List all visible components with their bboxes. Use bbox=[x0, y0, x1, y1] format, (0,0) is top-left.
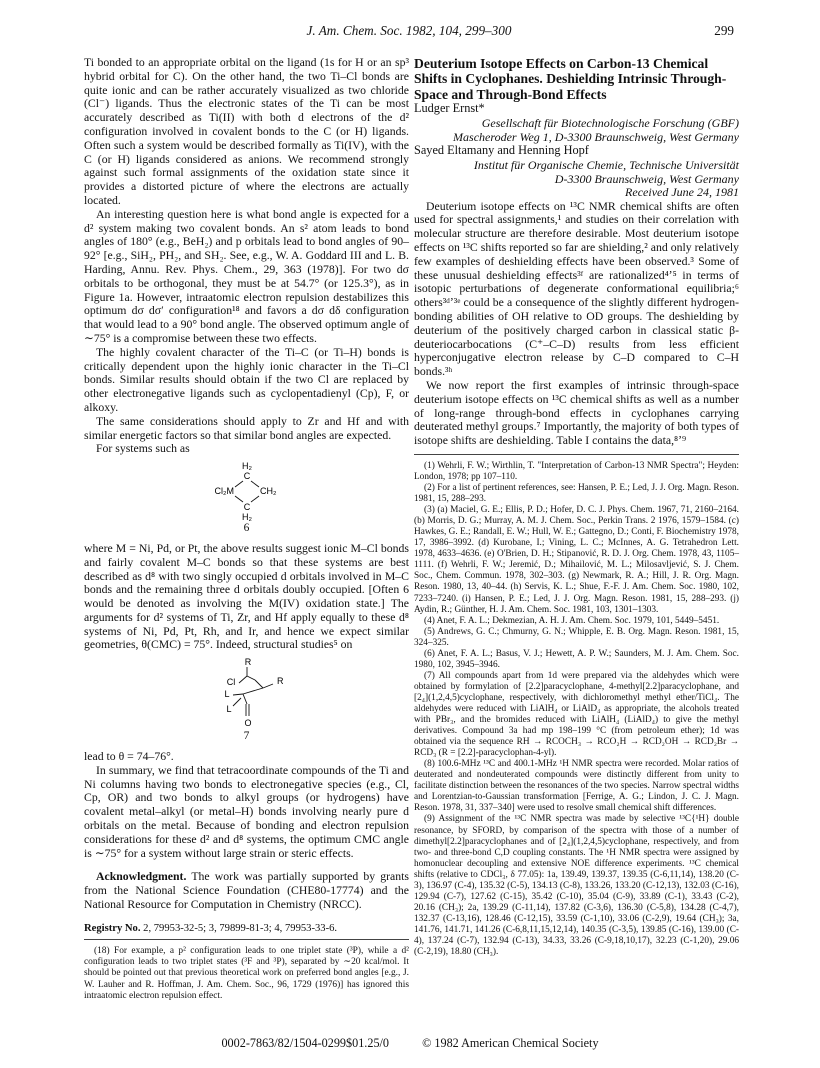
struct7-bond-3 bbox=[255, 680, 263, 688]
registry-text: 2, 79953-32-5; 3, 79899-81-3; 4, 79953-33-6. bbox=[143, 922, 338, 934]
reference-3: (3) (a) Maciel, G. E.; Ellis, P. D.; Hofer, D. C. J. Phys. Chem. 1967, 71, 2160–2164. (b) Morris, D. G.; Murray, A. M. J. Chem. Soc., Perkin Trans. 2 1976, 1579–1584. (c) Hawkes, G. E.; Randall, E. W.; Hull, W. E.; Gattegno, D.; Conti, F. Biochemistry 1978, 17, 3986–3992. (d) Kurobane, I.; Vining, L. C.; McInnes, A. G. Tetrahedron Lett. 1978, 4633–4636. (e) O'Brien, D. H.; Stipanović, R. D. J. Org. Chem. 1978, 43, 1105–1111. (f) Wehrli, F. W.; Jeremić, D.; Mihailović, M. L.; Milosavljević, S. J. Chem. Soc., Chem. Commun. 1978, 302–303. (g) Newmark, R. A.; Hill, J. R. Org. Magn. Reson. 1980, 13, 40–44. (h) Servis, K. L.; Shue, F.-F. J. Am. Chem. Soc. 1980, 102, 7233–7240. (i) Hansen, P. E.; Led, J. J. Org. Magn. Reson. 1981, 15, 288–293. (j) Aydin, R.; Günther, H. J. Am. Chem. Soc. 1981, 103, 1301–1303. bbox=[414, 505, 739, 615]
struct7-l-upper: L bbox=[223, 689, 230, 700]
struct6-bond-1 bbox=[235, 481, 243, 487]
right-column bbox=[414, 56, 739, 958]
struct7-bond-ring-1 bbox=[247, 676, 255, 680]
registry-title: Registry No. bbox=[84, 922, 141, 934]
struct7-bond-5 bbox=[233, 694, 243, 695]
left-paragraph-7: lead to θ = 74–76°. bbox=[84, 750, 174, 764]
left-paragraph-2: An interesting question here is what bond angle is expected for a d² system making two covalent bonds. An s² atom leads to bond angles of 180° (e.g., BeH₂) and p orbitals lead to bond angles of 90–92° [e.g., SiH₂, PH₂, and SH₂. See, e.g., W. A. Goddard III and L. B. Harding, Annu. Rev. Phys. Chem., 29, 363 (1978)]. For two dσ orbitals to be orthogonal, they must be at 54.7° (or 125.3°), as in Figure 1a. However, intraatomic electron repulsion destabilizes this optimum dσ dσ′ configuration¹⁸ and favors a dσ dδ configuration that would lead to a 90° bond angle. The observed optimum angle of ∼75° is a compromise between these two effects. bbox=[84, 207, 409, 345]
reference-5: (5) Andrews, G. C.; Chmurny, G. N.; Whipple, E. B. Org. Magn. Reson. 1981, 15, 324–325. bbox=[414, 626, 739, 648]
struct6-left-group: Cl₂M bbox=[214, 486, 234, 497]
reference-7: (7) All compounds apart from 1d were prepared via the aldehydes which were obtained by formylation of [2.2]paracyclophane, 4-methyl[2.2]paracyclophane, and [2₄](1,2,4,5)cyclophane, respectively, with dichloromethyl methyl ether/TiCl₄. The aldehydes were reduced with LiAlH₄ or LiAlD₄ as appropriate, the alcohols treated with PBr₃, and the bromides reduced with LiAlH₄ (LiAlD₄) to give the methyl derivatives. Compound 3a had mp 198–199 °C (from petroleum ether); 1d was obtained via the sequence RH → RCOCH₃ → RCO₂H → RCD₂OH → RCD₂Br → RCD₃ (R = [2.2]-paracyclophan-4-yl). bbox=[414, 670, 739, 759]
affiliation-1-line-1: Gesellschaft für Biotechnologische Forschung (GBF) bbox=[481, 116, 739, 131]
reference-6: (6) Anet, F. A. L.; Basus, V. J.; Hewett, A. P. W.; Saunders, M. J. Am. Chem. Soc. 1980, 102, 3945–3946. bbox=[414, 648, 739, 670]
left-paragraph-5: For systems such as bbox=[96, 442, 190, 456]
received-date: Received June 24, 1981 bbox=[625, 184, 739, 199]
author-2: Sayed Eltamany and Henning Hopf bbox=[414, 143, 589, 158]
registry-numbers bbox=[84, 922, 409, 936]
struct6-h-top: H₂ bbox=[241, 461, 252, 472]
references bbox=[414, 454, 739, 958]
left-paragraph-1: Ti bonded to an appropriate orbital on the ligand (1s for H or an sp³ hybrid orbital for C). On the other hand, the two Ti–Cl bonds are quite ionic and can be rather accurately visualized as two chloride (Cl⁻) ligands. Thus the electronic states of the Ti can be most accurately described as Ti(II) with both d electrons of the d² configuration involved in covalent bonds to the C (or H) ligands. Often such a system would be described formally as Ti(IV), with the C (or H) ligands considered as anions. We recommend strongly against such formal assignments of the oxidation state since it provides a distorted picture of where the electrons are actually located. bbox=[84, 56, 409, 207]
affiliation-2-line-1: Institut für Organische Chemie, Technische Universität bbox=[473, 157, 739, 172]
struct7-bond-4 bbox=[263, 684, 273, 688]
page-footer bbox=[0, 1036, 820, 1051]
reference-2: (2) For a list of pertinent references, see: Hansen, P. E.; Led, J. J. Org. Magn. Reson. 1981, 15, 288–293. bbox=[414, 483, 739, 505]
left-paragraph-6: where M = Ni, Pd, or Pt, the above results suggest ionic M–Cl bonds and fairly covalent M–C bonds so that these systems are best described as d⁸ with two singly occupied d orbitals involved in M–C bonds and the remaining three d orbitals doubly occupied. [Often 6 would be denoted as involving the M(IV) oxidation state.] The arguments for d² systems of Ti, Zr, and Hf apply equally to these d⁸ systems of Ni, Pd, Pt, Rh, and Ir, and hence we expect similar geometries, θ(CMC) = 75°. Indeed, structural studies⁵ on bbox=[84, 541, 409, 652]
struct7-o: O bbox=[243, 718, 252, 729]
copyright: © 1982 American Chemical Society bbox=[422, 1036, 599, 1050]
acknowledgment-title: Acknowledgment. bbox=[96, 870, 187, 884]
page-header bbox=[84, 23, 734, 45]
struct7-bond-7 bbox=[243, 694, 247, 704]
affiliation-2-line-2: D-3300 Braunschweig, West Germany bbox=[554, 171, 739, 186]
left-paragraph-3: The highly covalent character of the Ti–C (or Ti–H) bonds is critically dependent upon the highly ionic character in the Ti–Cl bonds. Similar results should obtain if the two Cl are replaced by other electronegative ligands such as cyclopentadienyl (Cp), F, or alkoxy. bbox=[84, 345, 409, 414]
article-code: 0002-7863/82/1504-0299$01.25/0 bbox=[221, 1036, 390, 1050]
left-column bbox=[84, 56, 409, 936]
struct7-r-right: R bbox=[276, 676, 283, 687]
article-title: Deuterium Isotope Effects on Carbon-13 Chemical Shifts in Cyclophanes. Deshielding Intrinsic Through-Space and Through-Bond Effects bbox=[414, 56, 727, 102]
structure-7-diagram bbox=[177, 656, 317, 730]
right-paragraph-2: We now report the first examples of intrinsic through-space deuterium isotope effects on ¹³C chemical shifts as well as a number of long-range through-bond effects in cyclophanes carrying deuterated methyl groups.⁷ Importantly, the majority of both types of isotope shifts are deshielding. Table I contains the data,⁸ʼ⁹ bbox=[414, 378, 739, 448]
struct7-l-lower: L bbox=[225, 704, 232, 715]
struct6-h-bottom: H₂ bbox=[241, 512, 252, 523]
author-1: Ludger Ernst* bbox=[414, 101, 485, 116]
structure-6-label: 6 bbox=[243, 522, 250, 535]
struct6-bond-4 bbox=[251, 496, 259, 502]
acknowledgment-text: The work was partially supported by grants from the National Science Foundation (CHE80-17774) and the National Resource for Computation in Chemistry (NRCC). bbox=[84, 870, 409, 912]
struct6-right-group: CH₂ bbox=[259, 486, 276, 497]
left-paragraph-8: In summary, we find that tetracoordinate compounds of the Ti and Ni columns having two bonds to electronegative species (e.g., Cl, Cp, OR) and two bonds to alkyl groups (or hydrogens) have covalent metal–alkyl (or metal–H) bonds involving nearly pure d orbitals on the metal. Because of bonding and electron repulsion considerations for these d² and d⁸ systems, the optimum CMC angle is ∼75° for a system without large strain or steric effects. bbox=[84, 763, 409, 860]
struct6-bond-2 bbox=[251, 481, 259, 487]
struct6-c-bottom: C bbox=[243, 502, 250, 513]
reference-1: (1) Wehrli, F. W.; Wirthlin, T. "Interpretation of Carbon-13 NMR Spectra"; Heyden: London, 1978; pp 107–110. bbox=[414, 460, 739, 482]
reference-8: (8) 100.6-MHz ¹³C and 400.1-MHz ¹H NMR spectra were recorded. Molar ratios of deuterated and nondeuterated compounds were distinctly different from unity to facilitate distinction between the resonances of the two species. Narrow spectral widths and Lorentzian-to-Gaussian transformation [Ferrige, A. G.; Lindon, J. C. J. Magn. Reson. 1978, 31, 337–340] were used to resolve small chemical shift differences. bbox=[414, 759, 739, 814]
reference-9: (9) Assignment of the ¹³C NMR spectra was made by selective ¹³C{¹H} double resonance, by SFORD, by comparison of the spectra with those of a number of dimethyl[2.2]paracyclophanes and of [2₄](1,2,4,5)cyclophane, respectively, and from two- and three-bond C,D coupling constants. The ¹H NMR spectra were assigned by homonuclear decoupling and extensive NOE difference experiments. ¹³C chemical shifts (relative to CDCl₃, δ 77.05): 1a, 139.49, 139.37, 139.35 (C-6,11,14), 138.20 (C-3), 136.97 (C-4), 135.32 (C-5), 134.13 (C-8), 133.26, 133.20 (C-12,13), 132.03 (C-16), 129.94 (C-7), 127.62 (C-15), 35.42 (C-10), 35.04 (C-9), 33.89 (C-1), 33.43 (C-2), 20.16 (CH₃); 2a, 139.29 (C-11,14), 137.82 (C-3,6), 136.30 (C-5,8), 134.28 (C-4,7), 132.37 (C-13,16), 128.46 (C-12,15), 33.59 (C-1,10), 33.06 (C-2,9), 19.64 (CH₃); 3a, 141.76, 141.71, 141.26 (C-6,8,11,15,12,14), 140.35 (C-3,5), 139.85 (C-16), 139.00 (C-4), 137.24 (C-7), 132.94 (C-13), 34.33, 33.26 (C-9,18,10,17), 32.23 (C-1,20), 29.06 (C-2,19), 18.80 (CH₃). bbox=[414, 814, 739, 958]
struct7-bond-ring-2 bbox=[239, 676, 247, 683]
reference-4: (4) Anet, F. A. L.; Dekmezian, A. H. J. Am. Chem. Soc. 1979, 101, 5449–5451. bbox=[424, 615, 720, 626]
journal-citation: J. Am. Chem. Soc. 1982, 104, 299–300 bbox=[306, 23, 512, 38]
acknowledgment bbox=[84, 870, 409, 911]
struct7-r-top: R bbox=[244, 657, 251, 668]
page-number: 299 bbox=[714, 23, 734, 38]
right-paragraph-1: Deuterium isotope effects on ¹³C NMR chemical shifts are often used for spectral assignments,¹ and studies on their correlation with molecular structure are therefore desirable. Most deuterium isotope effects on ¹³C shifts reported so far are shielding,² and only relatively few examples of deshielding effects have been observed.³ Some of these unusual deshielding effects³ᶠ are rationalized⁴ʼ⁵ in terms of isotopic perturbations of degenerate conformational equilibria;⁶ others³ᵈʼ³ᵉ could be a consequence of the slightly different hydrogen-bonding abilities of OH relative to OD groups. The deshielding by deuterium of the positively charged carbon in classical static β-deuteriocarbocations (C⁺–C–D) results from less efficient hyperconjugative electron release by C–D compared to C–H bonds.³ʰ bbox=[414, 199, 739, 379]
struct6-c-top: C bbox=[243, 471, 250, 482]
struct7-bond-8 bbox=[233, 698, 241, 706]
struct7-bond-6 bbox=[243, 688, 263, 694]
structure-7-label: 7 bbox=[243, 730, 250, 743]
structure-6-diagram bbox=[177, 460, 317, 522]
affiliation-1-line-2: Mascheroder Weg 1, D-3300 Braunschweig, West Germany bbox=[453, 130, 739, 145]
struct7-cl: Cl bbox=[226, 677, 235, 688]
left-paragraph-4: The same considerations should apply to Zr and Hf and with similar energetic factors so that similar bond angles are expected. bbox=[84, 414, 409, 442]
footnote-18: (18) For example, a p² configuration leads to one triplet state (³P), while a d² configuration leads to two triplet states (³F and ³P), separated by ∼20 kcal/mol. It should be pointed out that previous theoretical work on preferred bond angles [e.g., J. W. Lauher and R. Hoffman, J. Am. Chem. Soc., 96, 1729 (1976)] has ignored this intraatomic electron repulsion effect. bbox=[84, 946, 409, 1001]
struct6-bond-3 bbox=[235, 496, 243, 502]
left-footnote bbox=[84, 939, 409, 1002]
